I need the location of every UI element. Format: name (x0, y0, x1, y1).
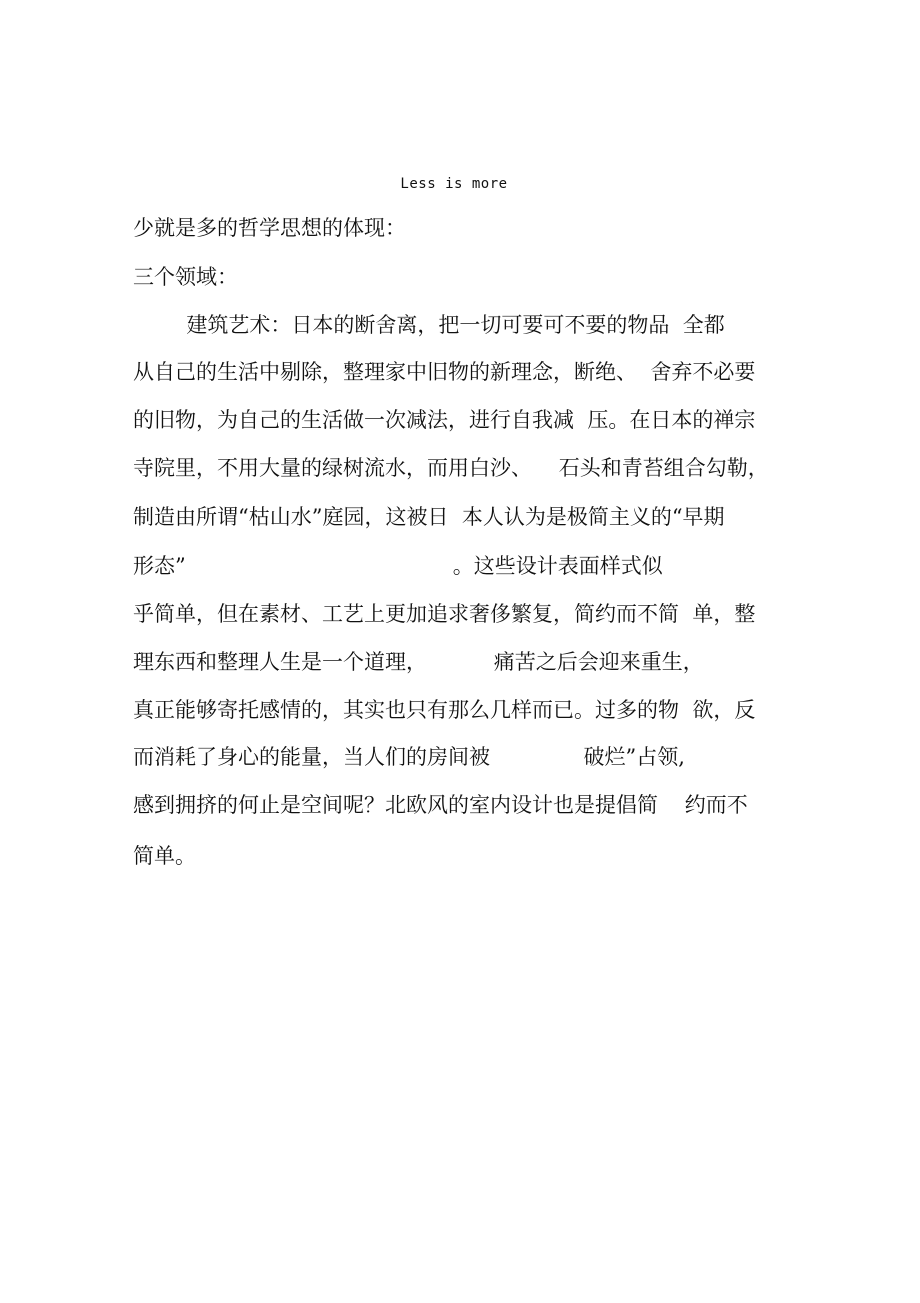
text-line: 感到拥挤的何止是空间呢？北欧风的室内设计也是提倡简 约而不 (133, 793, 748, 817)
text-line: 从自己的生活中剔除，整理家中旧物的新理念，断绝、 舍弃不必要 (133, 360, 756, 384)
text-line: 而消耗了身心的能量，当人们的房间被 破烂”占领, (133, 745, 685, 769)
text-line: 制造由所谓“枯山水”庭园，这被日 本人认为是极简主义的“早期 (133, 505, 725, 529)
text-line: 少就是多的哲学思想的体现： (133, 216, 406, 240)
text-line: 形态” 。这些设计表面样式似 (133, 554, 663, 578)
text-line: 建筑艺术：日本的断舍离，把一切可要可不要的物品 全都 (133, 313, 725, 337)
document-title: Less is more (400, 176, 508, 192)
text-line: 乎简单，但在素材、工艺上更加追求奢侈繁复，简约而不简 单，整 (133, 602, 756, 626)
text-line: 理东西和整理人生是一个道理， 痛苦之后会迎来重生， (133, 650, 704, 674)
text-line: 三个领域： (133, 265, 238, 289)
text-line: 寺院里，不用大量的绿树流水，而用白沙、 石头和青苔组合勾勒， (133, 456, 769, 480)
text-line: 的旧物，为自己的生活做一次减法，进行自我减 压。在日本的禅宗 (133, 408, 756, 432)
text-line: 简单。 (133, 844, 196, 868)
text-line: 真正能够寄托感情的，其实也只有那么几样而已。过多的物 欲，反 (133, 698, 756, 722)
